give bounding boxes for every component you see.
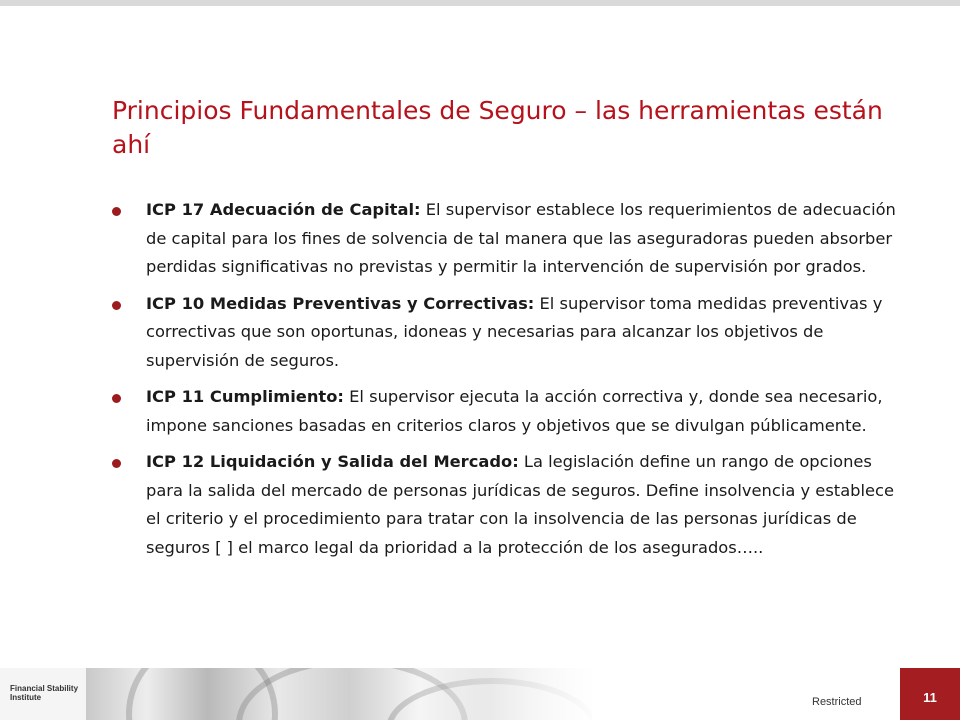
logo-line-1: Financial Stability — [10, 684, 79, 693]
bullet-text: El supervisor ejecuta la acción correctiva y, donde sea necesario, impone sanciones basadas en criterios claros y objetivos que se divulgan públicamente. — [146, 387, 883, 435]
top-bar — [0, 0, 960, 6]
bullet-term: ICP 11 Cumplimiento: — [146, 387, 344, 406]
photo-fade — [86, 668, 592, 720]
bullet-item-icp12 — [108, 448, 898, 562]
bullet-dot-icon — [112, 459, 121, 468]
bullet-term: ICP 10 Medidas Preventivas y Correctivas: — [146, 293, 535, 313]
bullet-text: El supervisor establece los requerimientos de adecuación de capital para los fines de solvencia de tal manera que las aseguradoras pueden absorber perdidas significativas no previstas y permitir la intervención de supervisión por grados. — [146, 200, 896, 276]
page-number-box — [900, 668, 960, 720]
footer — [0, 668, 960, 720]
bullet-term: ICP 12 Liquidación y Salida del Mercado: — [146, 452, 519, 471]
slide-title: Principios Fundamentales de Seguro – las herramientas están ahí — [112, 96, 883, 159]
bullet-text: El supervisor toma medidas preventivas y correctivas que son oportunas, idoneas y necesarias para alcanzar los objetivos de supervisión de seguros. — [146, 293, 883, 370]
bullet-dot-icon — [112, 301, 121, 310]
fsi-logo — [0, 668, 86, 720]
logo-line-2: Institute — [10, 693, 42, 702]
page-number: 11 — [923, 690, 937, 705]
bullet-item-icp11 — [108, 383, 898, 440]
bullet-list — [108, 196, 898, 570]
bullet-dot-icon — [112, 394, 121, 403]
footer-building-photo — [86, 668, 592, 720]
bullet-item-icp17 — [108, 196, 898, 282]
bullet-item-icp10 — [108, 290, 898, 376]
bullet-term: ICP 17 Adecuación de Capital: — [146, 200, 421, 219]
bullet-dot-icon — [112, 207, 121, 216]
bullet-text: La legislación define un rango de opciones para la salida del mercado de personas jurídicas de seguros. Define insolvencia y establece el criterio y el procedimiento para tratar con la insolvencia de las personas jurídicas de seguros [ ] el marco legal da prioridad a la protección de los asegurados….. — [146, 452, 895, 557]
restricted-label: Restricted — [812, 696, 862, 708]
